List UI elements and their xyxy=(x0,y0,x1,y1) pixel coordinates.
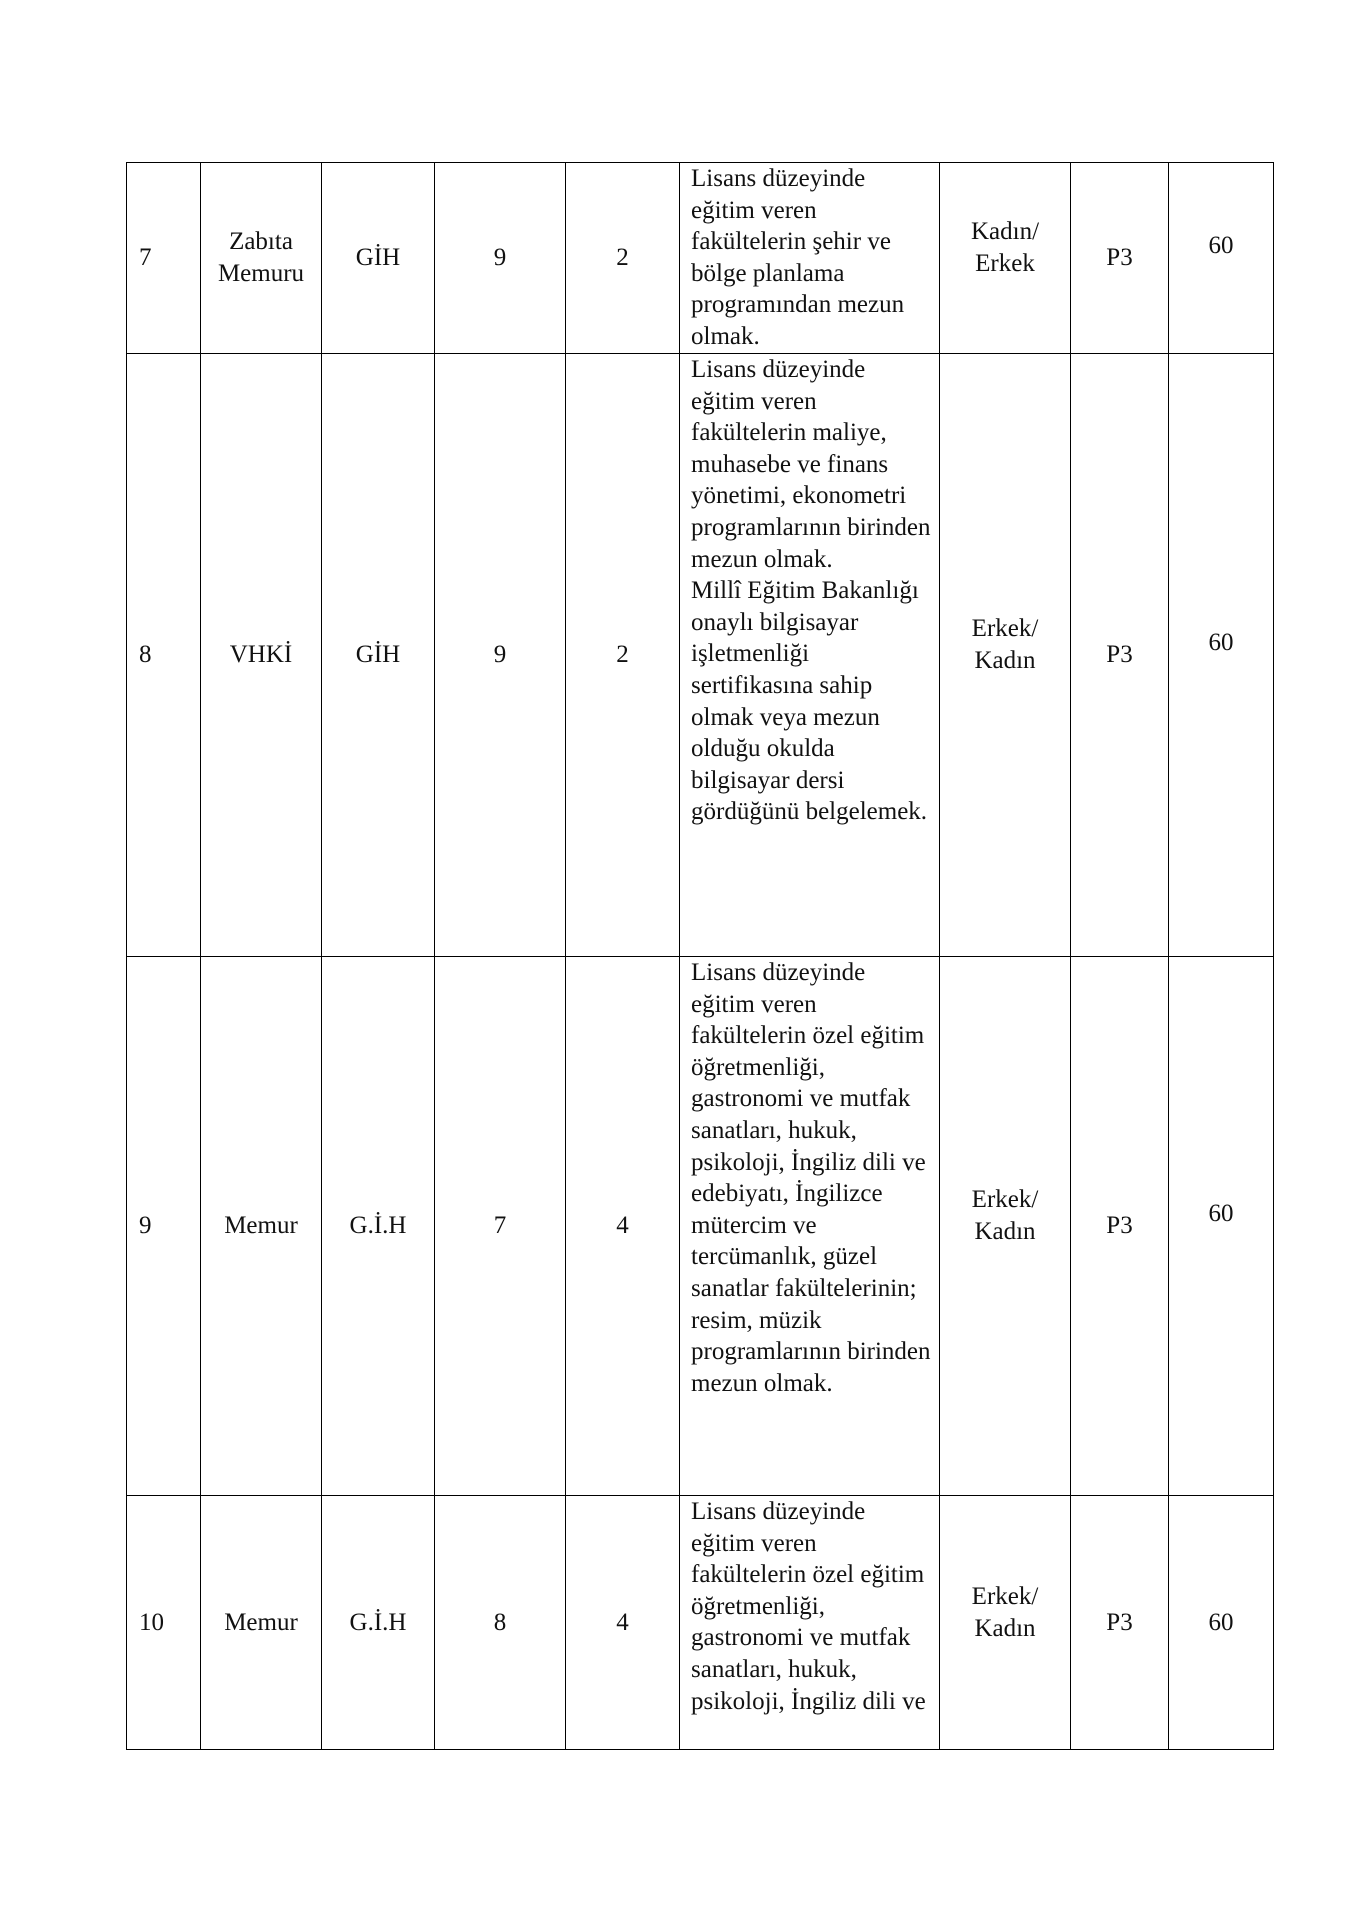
min-score xyxy=(1169,354,1274,957)
position-grade: 8 xyxy=(435,1496,566,1750)
min-score-value: 60 xyxy=(1208,232,1234,260)
gender xyxy=(940,163,1071,354)
min-score xyxy=(1169,163,1274,354)
position-grade: 7 xyxy=(435,957,566,1496)
position-count: 4 xyxy=(566,957,680,1496)
gender-line: Erkek/ xyxy=(971,1186,1039,1214)
kpss-type: P3 xyxy=(1071,163,1169,354)
min-score-value: 60 xyxy=(1208,1200,1234,1228)
table-row xyxy=(127,957,1274,1496)
min-score xyxy=(1169,957,1274,1496)
gender-line: Kadın xyxy=(974,647,1036,674)
position-title xyxy=(201,163,322,354)
gender-line: Kadın xyxy=(974,1218,1036,1245)
min-score-value: 60 xyxy=(1208,629,1234,657)
position-table xyxy=(126,162,1274,1750)
gender xyxy=(940,1496,1071,1750)
position-class: G.İ.H xyxy=(322,957,435,1496)
position-grade: 9 xyxy=(435,163,566,354)
gender xyxy=(940,354,1071,957)
requirement-text: Lisans düzeyinde eğitim veren fakültelerin özel eğitim öğretmenliği, gastronomi ve mutfak sanatları, hukuk, psikoloji, İngiliz dili ve edebiyatı, İngilizce mütercim ve tercümanlık, güzel sanatlar fakültelerinin; resim, müzik programlarının birinden mezun olmak. xyxy=(680,957,940,1496)
requirement-text: Lisans düzeyinde eğitim veren fakültelerin şehir ve bölge planlama programından mezun olmak. xyxy=(680,163,940,354)
gender-line: Kadın xyxy=(974,1614,1036,1642)
position-title-line: Zabıta xyxy=(229,228,293,256)
kpss-type: P3 xyxy=(1071,1496,1169,1750)
gender-line: Erkek/ xyxy=(971,1582,1039,1610)
position-class: GİH xyxy=(322,354,435,957)
position-title: Memur xyxy=(201,957,322,1496)
row-number: 8 xyxy=(127,354,201,957)
position-class: G.İ.H xyxy=(322,1496,435,1750)
position-grade: 9 xyxy=(435,354,566,957)
kpss-type: P3 xyxy=(1071,354,1169,957)
table-row xyxy=(127,163,1274,354)
position-title: VHKİ xyxy=(201,354,322,957)
requirement-paragraph: Lisans düzeyinde eğitim veren fakültelerin maliye, muhasebe ve finans yönetimi, ekonometri programlarının birinden mezun olmak. xyxy=(691,356,931,573)
position-title: Memur xyxy=(201,1496,322,1750)
position-class: GİH xyxy=(322,163,435,354)
position-count: 2 xyxy=(566,354,680,957)
row-number: 7 xyxy=(127,163,201,354)
row-number: 10 xyxy=(127,1496,201,1750)
gender-line: Erkek xyxy=(975,250,1035,277)
min-score-value: 60 xyxy=(1208,1608,1234,1636)
table-row xyxy=(127,354,1274,957)
position-title-line: Memuru xyxy=(217,260,305,287)
row-number: 9 xyxy=(127,957,201,1496)
position-count: 4 xyxy=(566,1496,680,1750)
table-row xyxy=(127,1496,1274,1750)
position-count: 2 xyxy=(566,163,680,354)
min-score xyxy=(1169,1496,1274,1750)
kpss-type: P3 xyxy=(1071,957,1169,1496)
requirement-paragraph: Millî Eğitim Bakanlığı onaylı bilgisayar işletmenliği sertifikasına sahip olmak veya mezun olduğu okulda bilgisayar dersi gördüğünü belgelemek. xyxy=(691,577,928,826)
requirement-text: Lisans düzeyinde eğitim veren fakültelerin özel eğitim öğretmenliği, gastronomi ve mutfak sanatları, hukuk, psikoloji, İngiliz dili ve xyxy=(680,1496,940,1750)
gender-line: Kadın/ xyxy=(970,218,1040,246)
gender xyxy=(940,957,1071,1496)
requirement-text xyxy=(680,354,940,957)
gender-line: Erkek/ xyxy=(971,615,1039,643)
